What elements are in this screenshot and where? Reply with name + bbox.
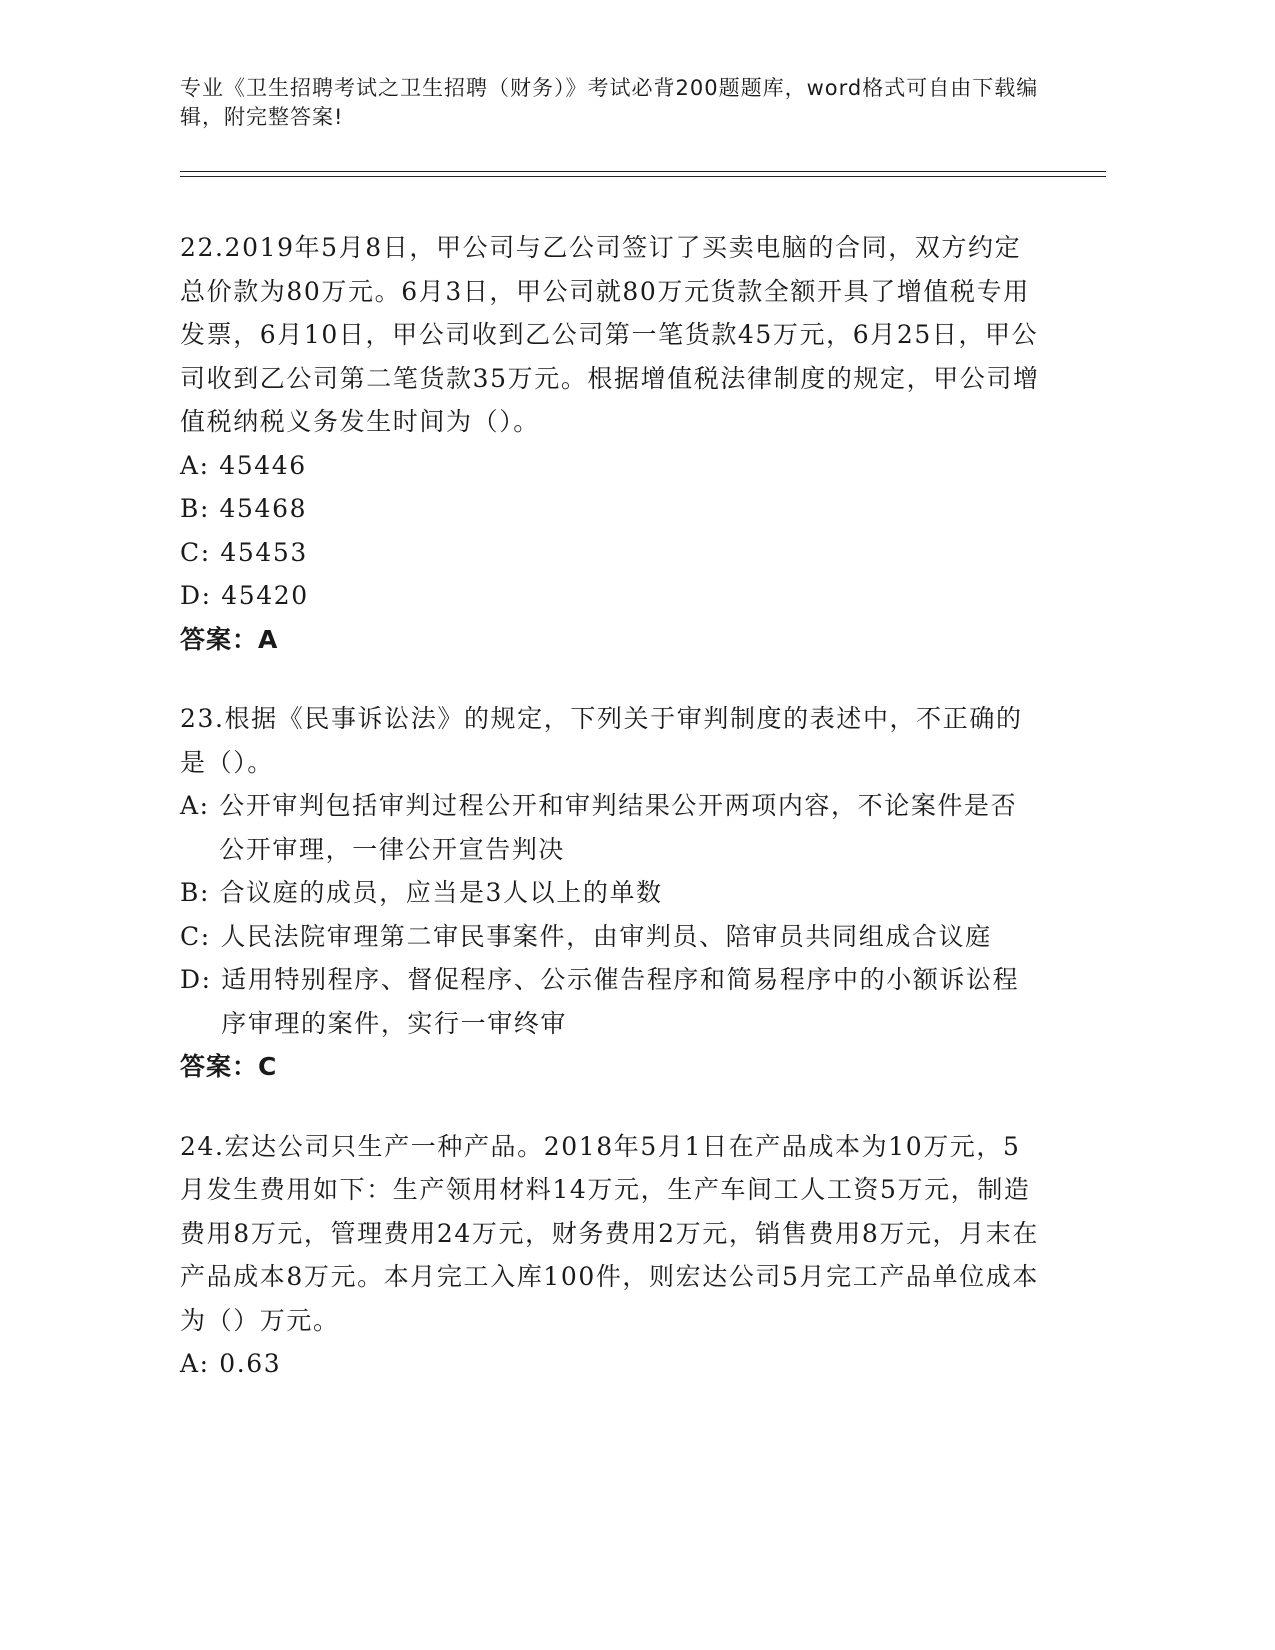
option-text: 45453 [220, 537, 308, 567]
option-label: A: [180, 450, 220, 480]
header-divider-top [180, 171, 1106, 172]
option-label: A: [180, 1349, 220, 1378]
option-text: 适用特别程序、督促程序、公示催告程序和简易程序中的小额诉讼程序审理的案件，实行一审终审 [221, 965, 1020, 1038]
option-c [180, 531, 1040, 575]
answer-line: 答案：A [180, 624, 279, 654]
question-24 [180, 1125, 1040, 1386]
option-text: 45446 [219, 450, 307, 480]
option-text: 45468 [219, 494, 308, 523]
header-divider-bottom [180, 176, 1106, 177]
option-label: A: [180, 791, 220, 820]
option-a [180, 1342, 1040, 1386]
option-c [180, 915, 1040, 959]
option-b [180, 487, 1040, 531]
question-stem: 23.根据《民事诉讼法》的规定，下列关于审判制度的表述中，不正确的是（）。 [180, 704, 1023, 777]
option-text: 人民法院审理第二审民事案件，由审判员、陪审员共同组成合议庭 [220, 921, 992, 951]
option-text: 公开审判包括审判过程公开和审判结果公开两项内容，不论案件是否公开审理，一律公开宣告判决 [219, 791, 1018, 864]
question-23 [180, 697, 1040, 1089]
question-list [180, 226, 1040, 1422]
option-text: 0.63 [219, 1349, 282, 1378]
question-22 [180, 226, 1040, 661]
document-header-title: 专业《卫生招聘考试之卫生招聘（财务）》考试必背200题题库，word格式可自由下载编辑，附完整答案! [180, 76, 1039, 129]
option-label: D: [180, 581, 222, 610]
option-text: 45420 [221, 581, 309, 610]
option-d [180, 574, 1040, 618]
question-stem: 22.2019年5月8日，甲公司与乙公司签订了买卖电脑的合同，双方约定总价款为80万元。6月3日，甲公司就80万元货款全额开具了增值税专用发票，6月10日，甲公司收到乙公司第一笔货款45万元，6月25日，甲公司收到乙公司第二笔货款35万元。根据增值税法律制度的规定，甲公司增值税纳税义务发生时间为（）。 [180, 233, 1040, 436]
option-a [180, 784, 1040, 871]
option-label: D: [180, 965, 222, 994]
option-label: B: [180, 494, 220, 523]
option-d [180, 958, 1040, 1045]
option-label: C: [180, 921, 221, 951]
option-label: B: [180, 878, 220, 907]
answer-line: 答案：C [180, 1052, 278, 1081]
option-b [180, 871, 1040, 915]
option-text: 合议庭的成员，应当是3人以上的单数 [219, 878, 663, 907]
option-a [180, 444, 1040, 488]
option-label: C: [180, 537, 221, 567]
question-stem: 24.宏达公司只生产一种产品。2018年5月1日在产品成本为10万元，5月发生费用如下：生产领用材料14万元，生产车间工人工资5万元，制造费用8万元，管理费用24万元，财务费用2万元，销售费用8万元，月末在产品成本8万元。本月完工入库100件，则宏达公司5月完工产品单位成本为（）万元。 [180, 1131, 1039, 1335]
